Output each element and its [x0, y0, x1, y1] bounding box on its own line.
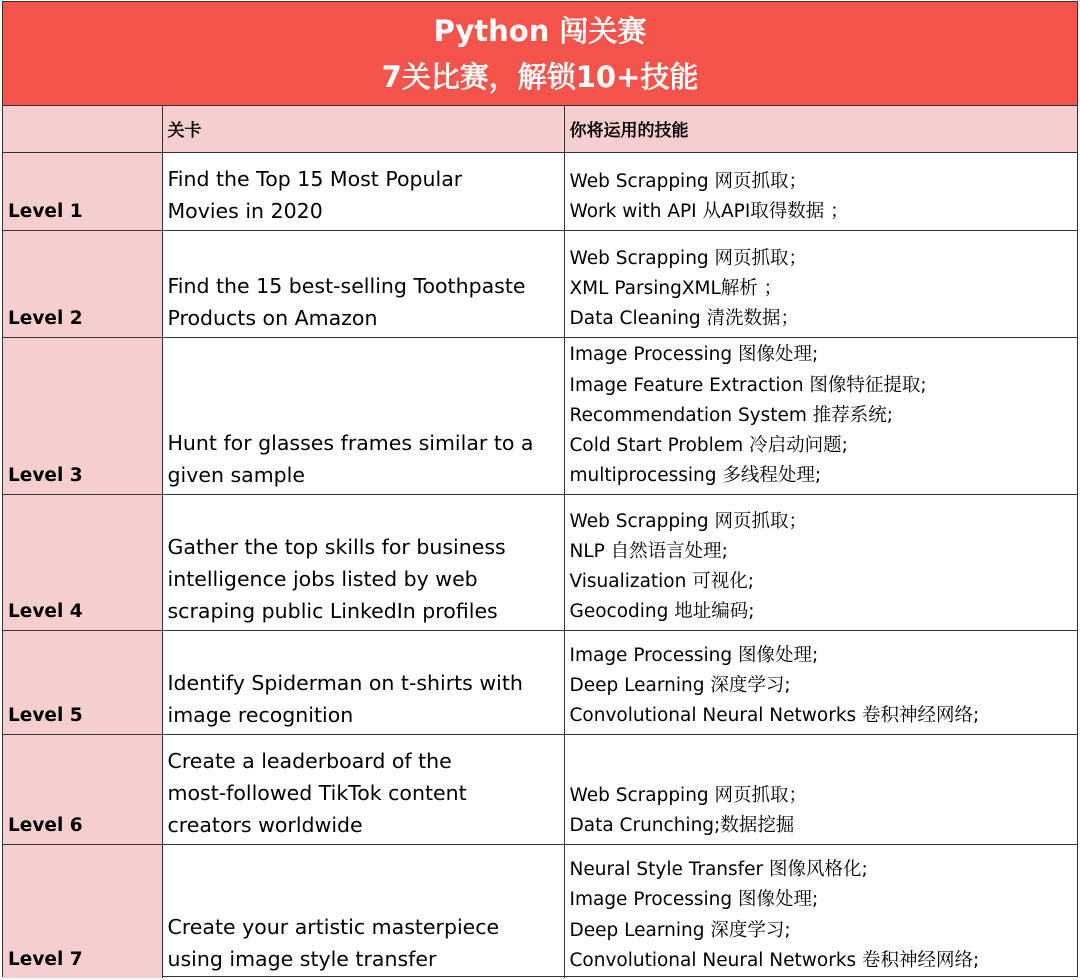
- header-task: 关卡: [162, 106, 564, 152]
- task-line: Movies in 2020: [167, 198, 323, 223]
- task-line: scraping public LinkedIn profiles: [167, 598, 498, 623]
- skill-item: Web Scrapping 网页抓取；: [569, 171, 808, 193]
- table-row: [3, 494, 1077, 630]
- level-cell: Level 6: [3, 734, 162, 844]
- task-line: creators worldwide: [167, 812, 363, 837]
- task-line: Hunt for glasses frames similar to a: [167, 430, 534, 455]
- task-line: Find the 15 best-selling Toothpaste: [167, 273, 526, 298]
- levels-table: [3, 106, 1077, 978]
- skill-item: Deep Learning 深度学习;: [569, 675, 791, 697]
- skill-item: Visualization 可视化;: [569, 571, 754, 593]
- skill-item: Image Feature Extraction 图像特征提取;: [569, 374, 927, 396]
- task-line: using image style transfer: [167, 947, 437, 971]
- skill-item: Geocoding 地址编码;: [569, 601, 755, 623]
- skills-cell: [564, 494, 1077, 630]
- skill-item: Image Processing 图像处理;: [569, 344, 819, 366]
- header-skills: 你将运用的技能: [564, 106, 1077, 152]
- task-line: intelligence jobs listed by web: [167, 566, 478, 591]
- skill-item: Image Processing 图像处理;: [569, 889, 819, 911]
- task-line: image recognition: [167, 702, 354, 727]
- skills-cell: [564, 844, 1077, 978]
- skill-item: NLP 自然语言处理;: [569, 540, 728, 562]
- skill-item: Cold Start Problem 冷启动问题;: [569, 435, 848, 457]
- skill-item: Image Processing 图像处理;: [569, 644, 819, 666]
- task-cell: [162, 734, 564, 844]
- table-row: [3, 630, 1077, 734]
- task-line: Gather the top skills for business: [167, 534, 506, 559]
- task-cell: [162, 152, 564, 230]
- banner-title: Python 闯关赛: [433, 13, 647, 48]
- task-cell: [162, 337, 564, 494]
- skill-item: Web Scrapping 网页抓取；: [569, 785, 808, 807]
- level-cell: Level 2: [3, 230, 162, 337]
- table-row: [3, 230, 1077, 337]
- task-line: given sample: [167, 462, 305, 487]
- table-header-row: [3, 106, 1077, 152]
- task-line: Create a leaderboard of the: [167, 748, 452, 773]
- level-cell: Level 7: [3, 844, 162, 978]
- level-cell: Level 1: [3, 152, 162, 230]
- task-line: Find the Top 15 Most Popular: [167, 166, 463, 191]
- skill-item: multiprocessing 多线程处理;: [569, 465, 822, 487]
- table-row: [3, 337, 1077, 494]
- task-line: Identify Spiderman on t-shirts with: [167, 670, 523, 695]
- level-cell: Level 5: [3, 630, 162, 734]
- task-line: most-followed TikTok content: [167, 780, 467, 805]
- skill-item: Web Scrapping 网页抓取；: [569, 510, 808, 532]
- python-challenge-sheet: [2, 1, 1078, 977]
- skill-item: Data Cleaning 清洗数据；: [569, 308, 800, 330]
- skills-cell: [564, 230, 1077, 337]
- task-cell: [162, 630, 564, 734]
- skills-cell: [564, 734, 1077, 844]
- level-cell: Level 4: [3, 494, 162, 630]
- table-row: [3, 844, 1077, 978]
- task-cell: [162, 230, 564, 337]
- title-banner: [3, 2, 1077, 106]
- task-cell: [162, 844, 564, 978]
- skill-item: Work with API 从API取得数据 ；: [569, 201, 849, 223]
- header-level: [3, 106, 162, 152]
- task-cell: [162, 494, 564, 630]
- skills-cell: [564, 630, 1077, 734]
- skill-item: Convolutional Neural Networks 卷积神经网络;: [569, 949, 980, 971]
- table-row: [3, 734, 1077, 844]
- table-row: [3, 152, 1077, 230]
- skill-item: Convolutional Neural Networks 卷积神经网络;: [569, 705, 980, 727]
- skill-item: Data Crunching;数据挖掘: [569, 815, 795, 837]
- banner-subtitle: 7关比赛，解锁10+技能: [381, 59, 699, 94]
- task-line: Create your artistic masterpiece: [167, 915, 500, 939]
- skill-item: Neural Style Transfer 图像风格化;: [569, 859, 868, 881]
- skill-item: Recommendation System 推荐系统;: [569, 404, 894, 426]
- skill-item: Web Scrapping 网页抓取；: [569, 247, 808, 269]
- skills-cell: [564, 152, 1077, 230]
- task-line: Products on Amazon: [167, 305, 378, 330]
- level-cell: Level 3: [3, 337, 162, 494]
- skills-cell: [564, 337, 1077, 494]
- skill-item: XML ParsingXML解析 ；: [569, 278, 783, 300]
- skill-item: Deep Learning 深度学习;: [569, 919, 791, 941]
